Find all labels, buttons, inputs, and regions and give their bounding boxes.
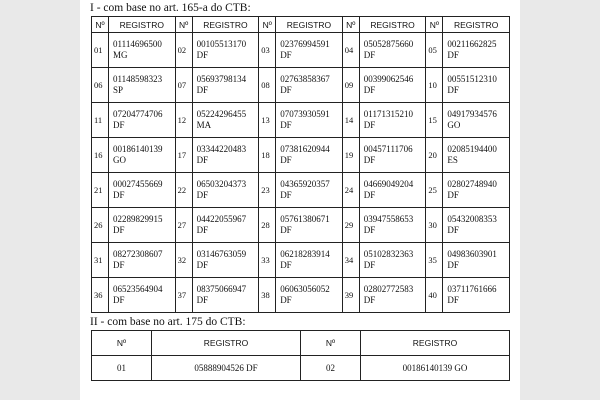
- registro-number: 02802772583: [363, 284, 414, 294]
- registro-state: SP: [113, 85, 124, 95]
- registro-cell: [443, 173, 510, 208]
- entry-number: 05: [426, 33, 443, 68]
- registro-cell: [109, 138, 176, 173]
- registro-state: DF: [363, 120, 376, 130]
- header-registro: REGISTRO: [192, 17, 259, 33]
- entry-number: 33: [259, 243, 276, 278]
- entry-number: 28: [259, 208, 276, 243]
- registro-cell: [192, 243, 259, 278]
- registro-number: 00551512310: [447, 74, 497, 84]
- registro-state: DF: [113, 295, 125, 305]
- section-2-table: [91, 330, 510, 381]
- entry-number: 14: [342, 103, 359, 138]
- entry-number: 36: [92, 278, 109, 313]
- registro-state: DF: [113, 120, 125, 130]
- table-row: [92, 138, 510, 173]
- entry-number: 23: [259, 173, 276, 208]
- entry-number: 34: [342, 243, 359, 278]
- registro-state: DF: [280, 260, 292, 270]
- header-number: Nº: [92, 17, 109, 33]
- registro-number: 05102832363: [363, 249, 414, 259]
- registro-number: 06503204373: [196, 179, 247, 189]
- entry-number: 10: [426, 68, 443, 103]
- registro-cell: [276, 138, 343, 173]
- registro-number: 05693798134: [196, 74, 247, 84]
- registro-number: 01114696500: [113, 39, 162, 49]
- right-margin-background: [520, 0, 600, 400]
- registro-state: DF: [113, 225, 125, 235]
- table-row: [92, 103, 510, 138]
- header-registro: REGISTRO: [152, 331, 301, 356]
- header-number: Nº: [92, 331, 152, 356]
- entry-number: 06: [92, 68, 109, 103]
- registro-cell: [192, 33, 259, 68]
- registro-state: DF: [363, 190, 376, 200]
- header-number: Nº: [301, 331, 361, 356]
- registro-cell: [443, 33, 510, 68]
- registro-state: DF: [196, 50, 209, 60]
- entry-number: 19: [342, 138, 359, 173]
- registro-state: GO: [447, 120, 461, 130]
- registro-state: DF: [113, 190, 125, 200]
- header-registro: REGISTRO: [443, 17, 510, 33]
- entry-number: 32: [175, 243, 192, 278]
- registro-cell: [443, 208, 510, 243]
- registro-number: 02763858367: [280, 74, 330, 84]
- table-row: [92, 356, 510, 381]
- entry-number: 08: [259, 68, 276, 103]
- registro-cell: [109, 243, 176, 278]
- table-row: [92, 278, 510, 313]
- registro-cell: [276, 103, 343, 138]
- registro-state: DF: [447, 85, 459, 95]
- registro-number: 00211662825: [447, 39, 497, 49]
- entry-number: 21: [92, 173, 109, 208]
- registro-state: MA: [196, 120, 212, 130]
- registro-number: 00457111706: [363, 144, 413, 154]
- table-row: [92, 243, 510, 278]
- registro-state: DF: [280, 190, 292, 200]
- registro-number: 02802748940: [447, 179, 497, 189]
- entry-number: 26: [92, 208, 109, 243]
- entry-number: 40: [426, 278, 443, 313]
- registro-cell: [276, 243, 343, 278]
- registro-cell: [276, 68, 343, 103]
- registro-cell: [109, 208, 176, 243]
- registro-number: 04422055967: [196, 214, 247, 224]
- registro-state: ES: [447, 155, 458, 165]
- registro-number: 00105513170: [196, 39, 247, 49]
- registro-number: 03146763059: [196, 249, 247, 259]
- entry-number: 02: [175, 33, 192, 68]
- entry-number: 11: [92, 103, 109, 138]
- registro-number: 00399062546: [363, 74, 414, 84]
- registro-number: 03344220483: [196, 144, 247, 154]
- registro-number: 07204774706: [113, 109, 163, 119]
- entry-number: 16: [92, 138, 109, 173]
- header-registro: REGISTRO: [361, 331, 510, 356]
- registro-state: DF: [196, 85, 209, 95]
- entry-number: 22: [175, 173, 192, 208]
- registro-state: DF: [196, 260, 209, 270]
- registro-state: DF: [280, 295, 292, 305]
- registro-state: DF: [113, 260, 125, 270]
- entry-number: 31: [92, 243, 109, 278]
- registro-state: DF: [363, 155, 376, 165]
- registro-cell: [109, 173, 176, 208]
- entry-number: 12: [175, 103, 192, 138]
- registro-state: DF: [363, 85, 376, 95]
- entry-number: 37: [175, 278, 192, 313]
- registro-state: DF: [363, 50, 376, 60]
- registro-number: 03711761666: [447, 284, 497, 294]
- registro-cell: [276, 278, 343, 313]
- entry-number: 09: [342, 68, 359, 103]
- registro-cell: [276, 173, 343, 208]
- registro-number: 04983603901: [447, 249, 497, 259]
- registro-state: GO: [113, 155, 126, 165]
- entry-number: 07: [175, 68, 192, 103]
- entry-number: 20: [426, 138, 443, 173]
- registro-cell: [359, 208, 426, 243]
- table-row: [92, 68, 510, 103]
- registro-state: DF: [447, 295, 459, 305]
- registro-number: 02376994591: [280, 39, 330, 49]
- header-registro: REGISTRO: [359, 17, 426, 33]
- registro-number: 02085194400: [447, 144, 497, 154]
- registro-cell: [359, 243, 426, 278]
- registro-number: 00186140139: [113, 144, 163, 154]
- registro-cell: [192, 173, 259, 208]
- registro-state: DF: [196, 190, 209, 200]
- entry-number: 25: [426, 173, 443, 208]
- entry-number: 35: [426, 243, 443, 278]
- registro-cell: [359, 278, 426, 313]
- header-number: Nº: [175, 17, 192, 33]
- section-1-table: [91, 16, 510, 313]
- registro-number: 04669049204: [363, 179, 414, 189]
- registro-number: 05432008353: [447, 214, 497, 224]
- registro-cell: [359, 138, 426, 173]
- registro-cell: [359, 33, 426, 68]
- entry-number: 04: [342, 33, 359, 68]
- entry-number: 15: [426, 103, 443, 138]
- document-page: [84, 0, 516, 400]
- registro-number: 02289829915: [113, 214, 163, 224]
- registro-state: DF: [280, 50, 292, 60]
- registro-number: 05761380671: [280, 214, 330, 224]
- registro-number: 06063056052: [280, 284, 330, 294]
- registro-state: DF: [280, 120, 292, 130]
- registro-number: 00027455669: [113, 179, 163, 189]
- registro-state: DF: [447, 50, 459, 60]
- registro-number: 04917934576: [447, 109, 497, 119]
- registro-cell: 00186140139 GO: [361, 356, 510, 381]
- registro-state: DF: [196, 155, 209, 165]
- registro-cell: [109, 68, 176, 103]
- registro-number: 05052875660: [363, 39, 414, 49]
- registro-cell: [443, 278, 510, 313]
- registro-state: DF: [363, 260, 376, 270]
- registro-state: DF: [196, 225, 209, 235]
- registro-cell: [276, 33, 343, 68]
- registro-number: 01171315210: [363, 109, 413, 119]
- registro-number: 08375066947: [196, 284, 247, 294]
- registro-number: 01148598323: [113, 74, 163, 84]
- registro-cell: [443, 138, 510, 173]
- registro-cell: [443, 243, 510, 278]
- registro-cell: [443, 103, 510, 138]
- entry-number: 30: [426, 208, 443, 243]
- registro-cell: [109, 33, 176, 68]
- registro-cell: [192, 103, 259, 138]
- registro-state: DF: [447, 190, 459, 200]
- entry-number: 02: [301, 356, 361, 381]
- table-row: [92, 173, 510, 208]
- header-registro: REGISTRO: [109, 17, 176, 33]
- left-margin-background: [0, 0, 80, 400]
- registro-cell: [192, 208, 259, 243]
- section-2-title: II - com base no art. 175 do CTB:: [90, 316, 246, 328]
- entry-number: 17: [175, 138, 192, 173]
- header-registro: REGISTRO: [276, 17, 343, 33]
- registro-number: 08272308607: [113, 249, 163, 259]
- entry-number: 01: [92, 33, 109, 68]
- registro-number: 03947558653: [363, 214, 414, 224]
- registro-state: DF: [280, 155, 292, 165]
- entry-number: 29: [342, 208, 359, 243]
- table-row: [92, 33, 510, 68]
- entry-number: 39: [342, 278, 359, 313]
- registro-cell: [192, 278, 259, 313]
- registro-state: DF: [447, 260, 459, 270]
- registro-state: MG: [113, 50, 128, 60]
- registro-number: 06523564904: [113, 284, 163, 294]
- registro-cell: [276, 208, 343, 243]
- section-2-header-row: [92, 331, 510, 356]
- registro-cell: [109, 103, 176, 138]
- header-number: Nº: [342, 17, 359, 33]
- entry-number: 13: [259, 103, 276, 138]
- registro-cell: [192, 68, 259, 103]
- registro-cell: [359, 68, 426, 103]
- section-2-body: [92, 356, 510, 381]
- entry-number: 03: [259, 33, 276, 68]
- header-number: Nº: [259, 17, 276, 33]
- registro-state: DF: [196, 295, 209, 305]
- entry-number: 18: [259, 138, 276, 173]
- registro-number: 06218283914: [280, 249, 330, 259]
- registro-state: DF: [447, 225, 459, 235]
- registro-cell: [359, 103, 426, 138]
- registro-state: DF: [280, 85, 292, 95]
- registro-cell: [359, 173, 426, 208]
- registro-state: DF: [363, 295, 376, 305]
- registro-cell: [192, 138, 259, 173]
- registro-number: 07381620944: [280, 144, 330, 154]
- section-1-header-row: [92, 17, 510, 33]
- entry-number: 38: [259, 278, 276, 313]
- table-row: [92, 208, 510, 243]
- registro-number: 05224296455: [196, 109, 247, 119]
- section-1-title: I - com base no art. 165-a do CTB:: [90, 2, 251, 14]
- entry-number: 01: [92, 356, 152, 381]
- section-1-body: [92, 33, 510, 313]
- registro-number: 07073930591: [280, 109, 330, 119]
- entry-number: 24: [342, 173, 359, 208]
- registro-cell: 05888904526 DF: [152, 356, 301, 381]
- header-number: Nº: [426, 17, 443, 33]
- registro-cell: [443, 68, 510, 103]
- registro-number: 04365920357: [280, 179, 330, 189]
- registro-cell: [109, 278, 176, 313]
- registro-state: DF: [363, 225, 376, 235]
- registro-state: DF: [280, 225, 292, 235]
- entry-number: 27: [175, 208, 192, 243]
